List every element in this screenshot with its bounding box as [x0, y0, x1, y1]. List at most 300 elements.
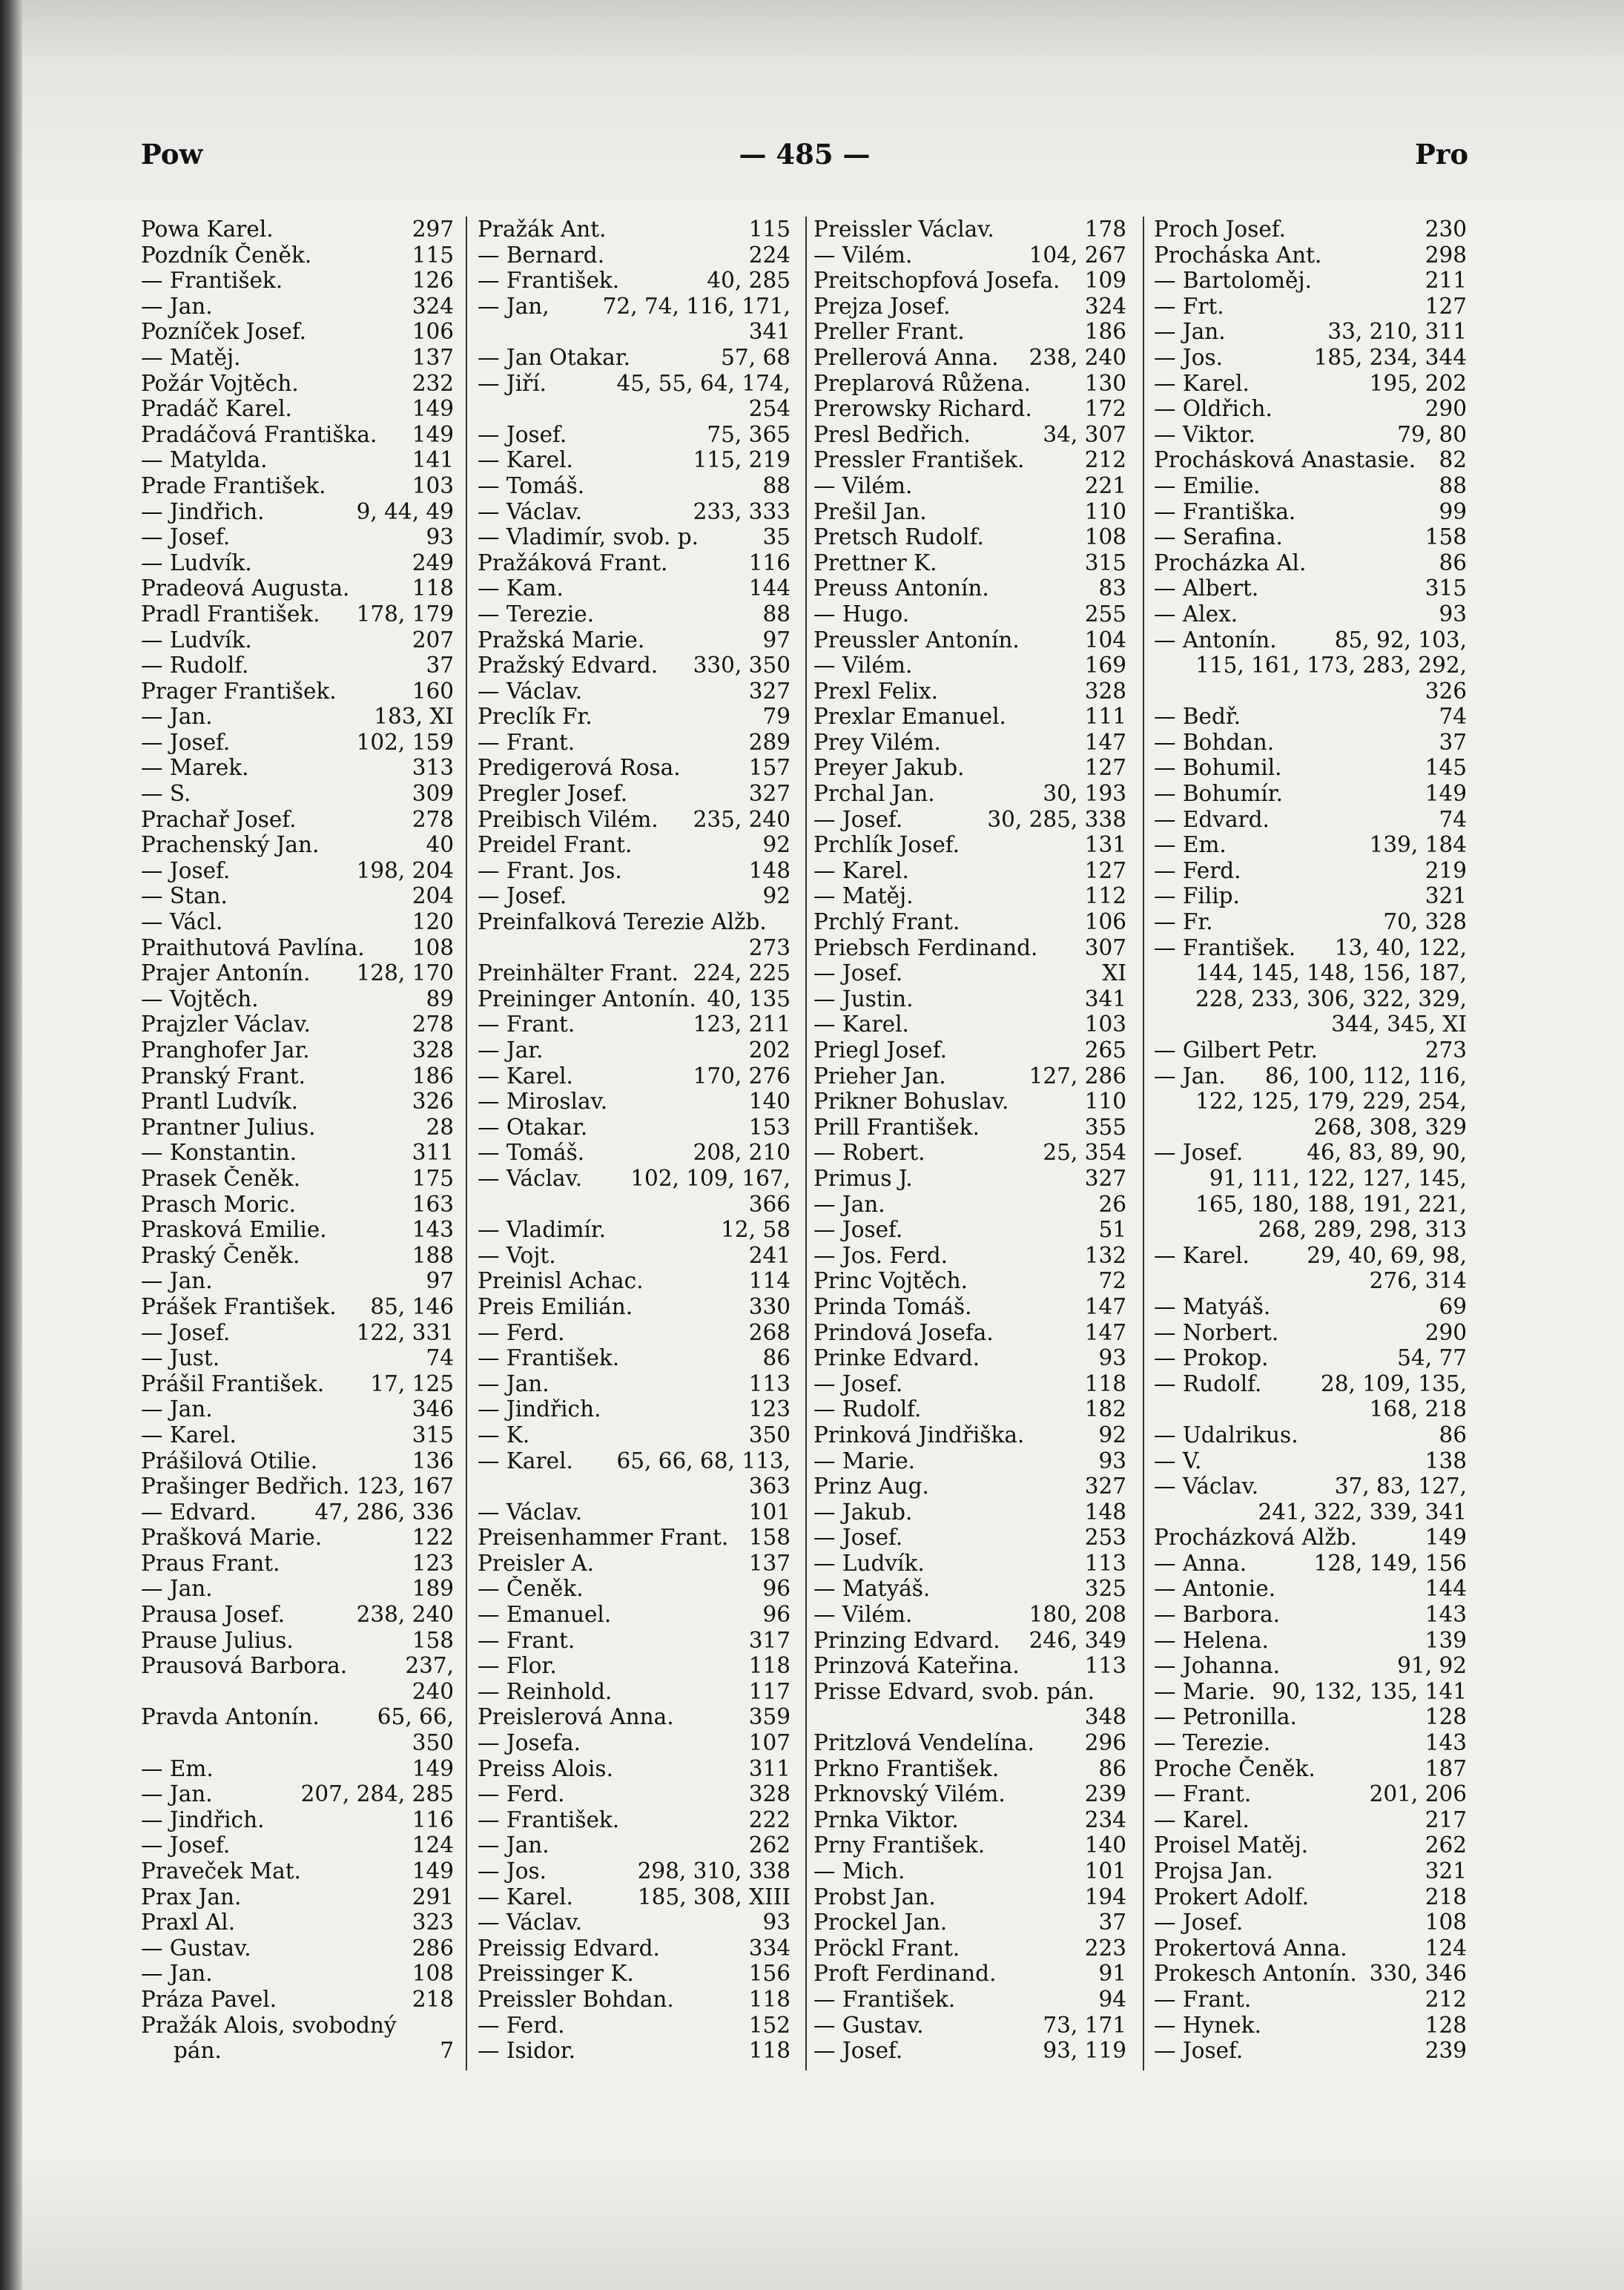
- index-entry: [478, 524, 790, 550]
- entry-pages: 273: [1425, 1037, 1467, 1063]
- entry-pages: 140: [748, 1089, 790, 1115]
- entry-pages: 268: [748, 1319, 790, 1345]
- entry-pages: 140: [1084, 1832, 1126, 1858]
- entry-pages: 219: [1425, 857, 1467, 883]
- index-entry: [813, 883, 1126, 909]
- entry-pages: 262: [748, 1832, 790, 1858]
- entry-name: — Marek.: [141, 755, 249, 781]
- index-entry: [813, 755, 1126, 781]
- entry-name: — Rudolf.: [1154, 1370, 1262, 1396]
- entry-pages: 131: [1084, 832, 1126, 858]
- index-entry: [813, 242, 1126, 268]
- entry-pages: 91, 111, 122, 127, 145,: [1209, 1165, 1467, 1191]
- entry-pages: 118: [748, 1986, 790, 2012]
- entry-name: Prkno František.: [813, 1755, 1000, 1781]
- entry-pages: 149: [412, 396, 454, 422]
- index-entry: [813, 960, 1126, 986]
- entry-pages: 311: [412, 1140, 454, 1166]
- entry-pages: 124: [412, 1832, 454, 1858]
- entry-name: — Robert.: [813, 1140, 925, 1166]
- entry-name: pán.: [174, 2038, 222, 2064]
- entry-pages: 72: [1098, 1268, 1126, 1294]
- entry-pages: 315: [412, 1422, 454, 1448]
- entry-pages: 268, 308, 329: [1313, 1114, 1467, 1140]
- index-entry: [478, 653, 790, 679]
- entry-pages: 91: [1098, 1961, 1126, 1987]
- index-entry: [478, 473, 790, 499]
- entry-pages: 144: [1425, 1576, 1467, 1602]
- entry-name: Prinke Edvard.: [813, 1345, 980, 1371]
- entry-name: — Alex.: [1154, 601, 1238, 627]
- index-entry: [1154, 807, 1467, 833]
- index-entry: [478, 499, 790, 525]
- index-entry: [478, 1422, 790, 1448]
- entry-pages: 115, 219: [693, 447, 790, 473]
- entry-name: Prokertová Anna.: [1154, 1935, 1347, 1961]
- index-entry: [141, 1089, 454, 1115]
- entry-pages: 172: [1084, 396, 1126, 422]
- index-entry: [813, 653, 1126, 679]
- index-entry: [1154, 1371, 1467, 1397]
- index-entry: [478, 2038, 790, 2064]
- entry-name: Primus J.: [813, 1165, 913, 1191]
- entry-name: — Václav.: [478, 1165, 583, 1191]
- entry-pages: 344, 345, XI: [1331, 1012, 1467, 1037]
- index-entry: [478, 781, 790, 807]
- entry-pages: 341: [748, 319, 790, 345]
- entry-name: [141, 1730, 408, 1756]
- entry-name: — Terezie.: [478, 601, 595, 627]
- entry-name: Princ Vojtěch.: [813, 1268, 968, 1294]
- entry-pages: 109: [1084, 268, 1126, 294]
- entry-name: — Frant.: [478, 1627, 575, 1653]
- entry-pages: 79, 80: [1397, 421, 1467, 447]
- index-entry: [1154, 1422, 1467, 1448]
- entry-pages: 207, 284, 285: [300, 1781, 454, 1807]
- entry-name: — Vladimír, svob. p.: [478, 524, 699, 550]
- index-entry: [478, 986, 790, 1012]
- entry-name: Praveček Mat.: [141, 1858, 301, 1884]
- entry-name: — Hynek.: [1154, 2012, 1261, 2038]
- entry-pages: 34, 307: [1043, 421, 1126, 447]
- entry-pages: 93: [762, 1910, 790, 1936]
- entry-pages: 145: [1425, 755, 1467, 781]
- entry-pages: 160: [412, 678, 454, 704]
- entry-pages: 107: [748, 1730, 790, 1756]
- entry-name: Prause Julius.: [141, 1627, 294, 1653]
- entry-name: — Antonie.: [1154, 1576, 1276, 1602]
- index-entry: [813, 1653, 1126, 1679]
- index-entry: [478, 1961, 790, 1987]
- entry-pages: 217: [1425, 1806, 1467, 1832]
- index-entry: [1154, 499, 1467, 525]
- entry-pages: 330, 346: [1369, 1961, 1467, 1987]
- entry-pages: 124: [1425, 1935, 1467, 1961]
- index-entry: [478, 1628, 790, 1654]
- entry-pages: 148: [748, 857, 790, 883]
- entry-name: Prager František.: [141, 678, 337, 704]
- index-entry: [813, 1422, 1126, 1448]
- entry-name: — Josef.: [141, 1319, 231, 1345]
- entry-name: — Frant.: [1154, 1986, 1252, 2012]
- entry-pages: 187: [1425, 1755, 1467, 1781]
- entry-name: — Miroslav.: [478, 1089, 608, 1115]
- entry-pages: 185, 308, XIII: [637, 1884, 790, 1910]
- entry-name: Prausová Barbora.: [141, 1653, 348, 1679]
- index-entry: [478, 1037, 790, 1063]
- entry-name: — Josef.: [141, 729, 231, 755]
- index-entry: [478, 1756, 790, 1782]
- entry-name: Priebsch Ferdinand.: [813, 934, 1038, 960]
- entry-pages: 324: [412, 293, 454, 319]
- index-entry: [478, 1832, 790, 1858]
- entry-pages: 156: [748, 1961, 790, 1987]
- entry-pages: 138: [1425, 1448, 1467, 1474]
- entry-pages: 198, 204: [356, 857, 454, 883]
- entry-name: Prantl Ludvík.: [141, 1089, 299, 1115]
- index-entry: [478, 730, 790, 756]
- entry-pages: 128, 170: [356, 960, 454, 986]
- entry-name: — František.: [478, 1806, 620, 1832]
- entry-name: — Helena.: [1154, 1627, 1269, 1653]
- index-entry: [1154, 935, 1467, 961]
- entry-pages: 186: [412, 1063, 454, 1089]
- entry-name: — Karel.: [1154, 370, 1250, 396]
- entry-name: Pretsch Rudolf.: [813, 524, 984, 550]
- entry-pages: 130: [1084, 370, 1126, 396]
- entry-pages: 170, 276: [693, 1063, 790, 1089]
- entry-name: Pranghofer Jar.: [141, 1037, 310, 1063]
- index-entry: [813, 832, 1126, 858]
- entry-name: — Ferd.: [478, 1781, 565, 1807]
- entry-pages: 103: [1084, 1012, 1126, 1037]
- entry-name: [1154, 1396, 1365, 1422]
- index-entry: [141, 909, 454, 935]
- index-entry: [1154, 1551, 1467, 1577]
- entry-pages: 30, 285, 338: [987, 806, 1126, 832]
- index-entry: [478, 447, 790, 473]
- index-entry: [813, 524, 1126, 550]
- index-entry: [141, 319, 454, 345]
- entry-pages: 25, 354: [1043, 1140, 1126, 1166]
- entry-name: Prisse Edvard, svob. pán.: [813, 1678, 1095, 1704]
- entry-name: — Jan.: [141, 1396, 213, 1422]
- entry-name: Pressler František.: [813, 447, 1025, 473]
- index-entry: [478, 550, 790, 576]
- entry-pages: 114: [748, 1268, 790, 1294]
- entry-name: — Frant. Jos.: [478, 857, 622, 883]
- entry-pages: 69: [1439, 1293, 1467, 1319]
- index-entry: [813, 1396, 1126, 1422]
- entry-name: — Václav.: [478, 678, 583, 704]
- index-entry: [813, 217, 1126, 242]
- index-entry: [478, 1192, 790, 1218]
- entry-pages: 143: [1425, 1602, 1467, 1628]
- index-entry: [141, 217, 454, 242]
- entry-name: — Karel.: [478, 1884, 573, 1910]
- entry-name: Prexl Felix.: [813, 678, 939, 704]
- index-entry: [1154, 1756, 1467, 1782]
- entry-name: — Jindřich.: [141, 498, 265, 524]
- index-entry: [813, 1525, 1126, 1551]
- index-entry: [141, 1756, 454, 1782]
- entry-name: — Karel.: [1154, 1242, 1250, 1268]
- index-entry: [813, 1089, 1126, 1115]
- entry-name: Presl Bedřich.: [813, 421, 971, 447]
- index-entry: [478, 1653, 790, 1679]
- entry-pages: 70, 328: [1383, 909, 1467, 935]
- index-entry: [141, 1140, 454, 1166]
- entry-name: — Jan.: [141, 1576, 213, 1602]
- index-entry: [141, 550, 454, 576]
- entry-name: — Justin.: [813, 986, 914, 1012]
- index-entry: [1154, 601, 1467, 627]
- entry-name: Prejza Josef.: [813, 293, 951, 319]
- index-entry: [141, 242, 454, 268]
- index-entry: [813, 1371, 1126, 1397]
- index-entry: [141, 1602, 454, 1628]
- index-entry: [141, 371, 454, 397]
- index-entry: [141, 1910, 454, 1936]
- index-entry: [141, 1115, 454, 1141]
- entry-name: Praxl Al.: [141, 1910, 236, 1936]
- index-entry: [141, 1345, 454, 1371]
- entry-pages: 147: [1084, 729, 1126, 755]
- entry-pages: 202: [748, 1037, 790, 1063]
- index-entry: [141, 1320, 454, 1346]
- entry-pages: 268, 289, 298, 313: [1258, 1217, 1467, 1243]
- index-entry: [1154, 1396, 1467, 1422]
- index-entry: [813, 1602, 1126, 1628]
- entry-pages: 185, 234, 344: [1313, 344, 1467, 370]
- entry-name: [1154, 1089, 1191, 1115]
- entry-name: [813, 1704, 1080, 1730]
- entry-name: [1154, 1166, 1205, 1192]
- index-entry: [478, 1679, 790, 1705]
- index-entry: [1154, 1166, 1467, 1192]
- index-entry: [813, 1987, 1126, 2013]
- index-entry: [141, 935, 454, 961]
- index-entry: [1154, 1781, 1467, 1807]
- index-entry: [141, 1217, 454, 1243]
- entry-name: Procházková Alžb.: [1154, 1525, 1358, 1551]
- entry-pages: 330, 350: [693, 653, 790, 679]
- entry-pages: 74: [426, 1345, 454, 1371]
- entry-pages: 102, 109, 167,: [630, 1165, 790, 1191]
- index-entry: [141, 1396, 454, 1422]
- index-entry: [1154, 1910, 1467, 1936]
- entry-pages: 113: [1084, 1653, 1126, 1679]
- entry-name: — Udalrikus.: [1154, 1422, 1298, 1448]
- entry-name: — Rudolf.: [141, 653, 249, 679]
- entry-name: Prikner Bohuslav.: [813, 1089, 1009, 1115]
- entry-name: — Frt.: [1154, 293, 1224, 319]
- entry-name: — Marie.: [1154, 1678, 1256, 1704]
- entry-pages: 212: [1084, 447, 1126, 473]
- entry-pages: [786, 909, 790, 935]
- entry-pages: 92: [762, 832, 790, 858]
- index-entry: [141, 447, 454, 473]
- entry-name: — Františka.: [1154, 498, 1296, 524]
- entry-pages: 262: [1425, 1832, 1467, 1858]
- entry-pages: 141: [412, 447, 454, 473]
- index-entry: [141, 1243, 454, 1269]
- entry-name: — Jan.: [141, 1781, 213, 1807]
- index-entry: [1154, 627, 1467, 653]
- index-entry: [141, 1730, 454, 1756]
- entry-name: — Václav.: [1154, 1474, 1259, 1499]
- entry-name: — Bohdan.: [1154, 729, 1275, 755]
- entry-pages: 93: [1098, 1345, 1126, 1371]
- entry-pages: 122, 125, 179, 229, 254,: [1195, 1089, 1467, 1115]
- entry-pages: 222: [748, 1806, 790, 1832]
- index-entry: [1154, 960, 1467, 986]
- page-header: [141, 138, 1468, 175]
- entry-pages: 325: [1084, 1576, 1126, 1602]
- entry-pages: 116: [748, 550, 790, 575]
- entry-name: Prindová Josefa.: [813, 1319, 994, 1345]
- index-entry: [141, 704, 454, 730]
- entry-name: Preiss Alois.: [478, 1755, 613, 1781]
- entry-pages: 28: [426, 1114, 454, 1140]
- index-entry: [1154, 909, 1467, 935]
- entry-pages: 90, 132, 135, 141: [1272, 1678, 1467, 1704]
- entry-pages: 13, 40, 122,: [1334, 934, 1467, 960]
- entry-name: Preuss Antonín.: [813, 575, 989, 601]
- index-entry: [1154, 1115, 1467, 1141]
- index-entry: [478, 1730, 790, 1756]
- entry-pages: 265: [1084, 1037, 1126, 1063]
- index-entry: [1154, 679, 1467, 705]
- entry-pages: 110: [1084, 1089, 1126, 1115]
- entry-pages: 290: [1425, 396, 1467, 422]
- entry-pages: 35: [762, 524, 790, 550]
- entry-pages: 85, 146: [370, 1293, 454, 1319]
- entry-pages: 88: [762, 601, 790, 627]
- index-entry: [141, 832, 454, 858]
- entry-name: — Reinhold.: [478, 1678, 613, 1704]
- entry-pages: 108: [412, 934, 454, 960]
- index-entry: [478, 1268, 790, 1294]
- entry-pages: 92: [1098, 1422, 1126, 1448]
- entry-name: — Ferd.: [1154, 857, 1241, 883]
- entry-pages: 111: [1084, 704, 1126, 730]
- index-entry: [1154, 242, 1467, 268]
- index-entry: [1154, 1987, 1467, 2013]
- index-entry: [813, 1140, 1126, 1166]
- entry-name: Pradáč Karel.: [141, 396, 292, 422]
- index-entry: [141, 960, 454, 986]
- entry-name: — Bartoloměj.: [1154, 268, 1313, 294]
- entry-pages: 127: [1425, 293, 1467, 319]
- entry-name: Powa Karel.: [141, 217, 274, 242]
- entry-pages: 180, 208: [1029, 1602, 1126, 1628]
- entry-pages: 238, 240: [356, 1602, 454, 1628]
- entry-pages: 112: [1084, 883, 1126, 909]
- index-entry: [478, 422, 790, 448]
- entry-pages: 224: [748, 242, 790, 268]
- index-entry: [478, 1499, 790, 1525]
- entry-pages: 118: [1084, 1370, 1126, 1396]
- entry-name: — Viktor.: [1154, 421, 1255, 447]
- index-entry: [813, 1910, 1126, 1936]
- index-entry: [813, 371, 1126, 397]
- entry-pages: 93, 119: [1043, 2038, 1126, 2064]
- entry-pages: 147: [1084, 1293, 1126, 1319]
- entry-name: — Josef.: [1154, 2038, 1244, 2064]
- entry-name: Preyer Jakub.: [813, 755, 965, 781]
- entry-name: Pradáčová Františka.: [141, 421, 377, 447]
- entry-name: [1154, 653, 1191, 679]
- entry-pages: 235, 240: [693, 806, 790, 832]
- index-entry: [141, 1192, 454, 1218]
- index-entry: [478, 807, 790, 833]
- entry-pages: 149: [1425, 1525, 1467, 1551]
- entry-name: Prinz Aug.: [813, 1474, 929, 1499]
- entry-name: — Vilém.: [813, 472, 913, 498]
- entry-pages: 158: [748, 1525, 790, 1551]
- index-entry: [1154, 422, 1467, 448]
- entry-name: Proft Ferdinand.: [813, 1961, 997, 1987]
- entry-pages: 88: [762, 472, 790, 498]
- index-entry: [813, 1474, 1126, 1499]
- index-entry: [1154, 396, 1467, 422]
- entry-name: [478, 396, 745, 422]
- entry-pages: 92: [762, 883, 790, 909]
- entry-name: Prajzler Václav.: [141, 1012, 311, 1037]
- index-entry: [141, 1987, 454, 2013]
- entry-name: — Karel.: [141, 1422, 237, 1448]
- entry-name: — Tomáš.: [478, 1140, 585, 1166]
- index-entry: [141, 1576, 454, 1602]
- index-entry: [141, 1551, 454, 1577]
- index-entry: [1154, 1858, 1467, 1884]
- entry-pages: 123: [412, 1550, 454, 1576]
- index-entry: [478, 1936, 790, 1961]
- entry-pages: 208, 210: [693, 1140, 790, 1166]
- index-entry: [813, 1192, 1126, 1218]
- index-entry: [1154, 730, 1467, 756]
- index-entry: [478, 858, 790, 884]
- entry-name: Práza Pavel.: [141, 1986, 277, 2012]
- entry-name: — Ludvík.: [141, 550, 252, 575]
- entry-pages: 17, 125: [370, 1370, 454, 1396]
- entry-pages: 278: [412, 806, 454, 832]
- entry-name: Prokert Adolf.: [1154, 1884, 1310, 1910]
- entry-pages: 40, 135: [707, 986, 790, 1012]
- entry-pages: 74: [1439, 704, 1467, 730]
- index-entry: [141, 2038, 454, 2064]
- entry-pages: 143: [412, 1217, 454, 1243]
- column-divider: [466, 217, 467, 2070]
- index-entry: [813, 1858, 1126, 1884]
- entry-name: — Barbora.: [1154, 1602, 1280, 1628]
- entry-name: — Jan Otakar.: [478, 344, 630, 370]
- index-entry: [1154, 832, 1467, 858]
- entry-name: — Otakar.: [478, 1114, 588, 1140]
- entry-pages: 149: [1425, 781, 1467, 807]
- column-divider: [805, 217, 807, 2070]
- entry-pages: 47, 286, 336: [314, 1499, 454, 1525]
- entry-pages: 45, 55, 64, 174,: [616, 370, 790, 396]
- index-entry: [478, 679, 790, 705]
- entry-name: — Čeněk.: [478, 1576, 584, 1602]
- entry-pages: 211: [1425, 268, 1467, 294]
- entry-name: Preisenhammer Frant.: [478, 1525, 729, 1551]
- index-entry: [1154, 858, 1467, 884]
- index-entry: [813, 986, 1126, 1012]
- index-column-4: [1154, 217, 1467, 2064]
